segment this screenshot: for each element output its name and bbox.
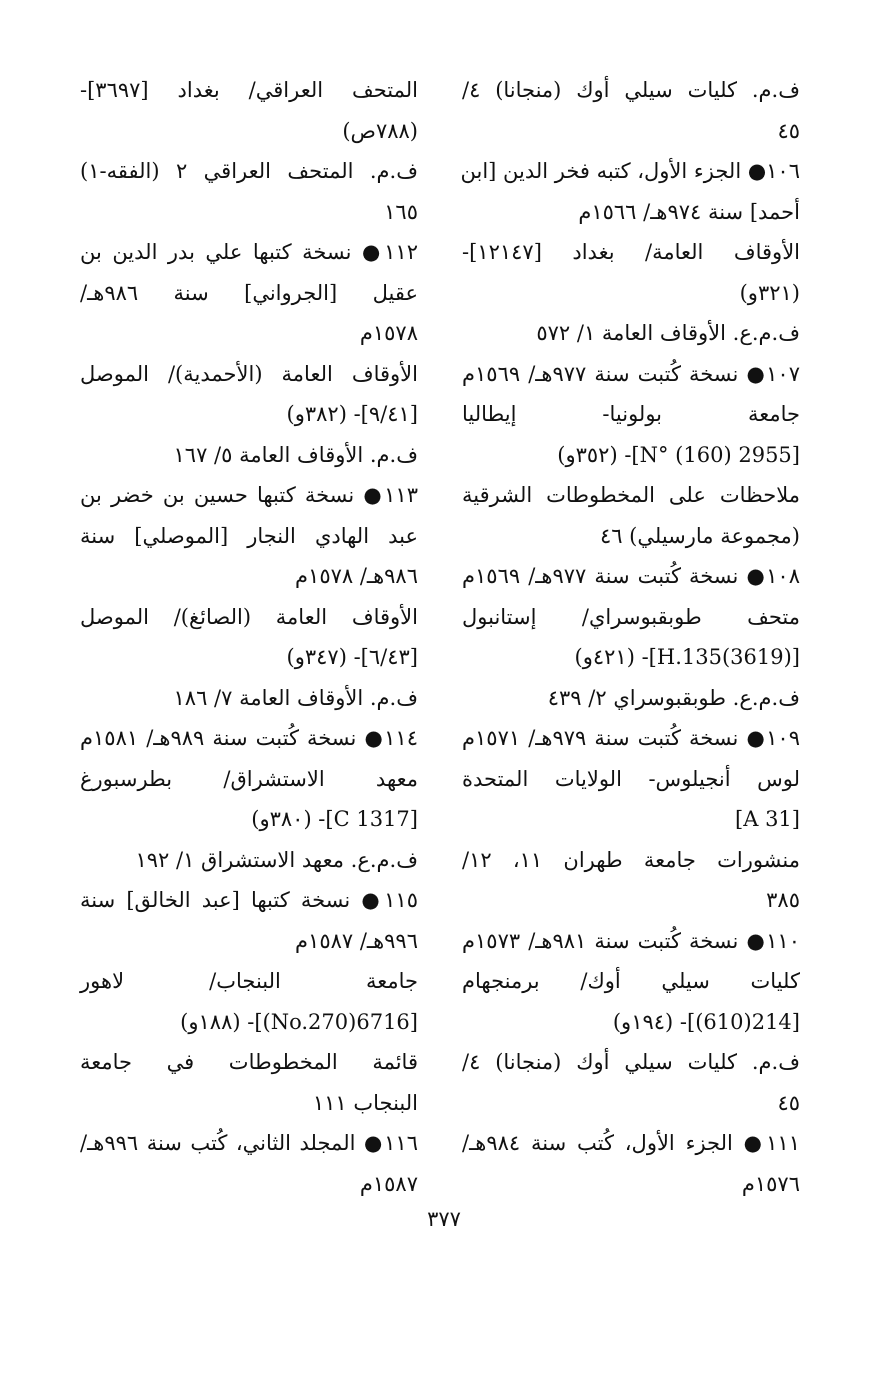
text-line: (مجموعة مارسيلي) ٤٦ [599,523,800,548]
text-line: [214(610)]- (١٩٤و) [612,1009,800,1034]
text-line: [H.135(3619)]- (٤٢١و) [574,645,800,669]
text-line: [2955 N° (160)]- (٣٥٢و) [557,442,800,467]
text-line: عقيل [الجرواني] سنة ٩٨٦هـ/ [80,280,418,305]
text-line: ٤٥ [777,118,800,143]
entry-114-heading: ١١٤● نسخة كُتبت سنة ٩٨٩هـ/ ١٥٨١م [80,726,418,750]
entry-106-heading: ١٠٦● الجزء الأول، كتبه فخر الدين [ابن [460,159,800,183]
text-line: الأوقاف العامة (الصائغ)/ الموصل [80,604,418,629]
text-line: متحف طوبقبوسراي/ إستانبول [462,604,800,629]
text-line: ٤٥ [777,1090,800,1115]
text-line: الأوقاف العامة (الأحمدية)/ الموصل [80,361,418,386]
text-line: كليات سيلي أوك/ برمنجهام [462,969,800,993]
text-line: الأوقاف العامة/ بغداد [١٢١٤٧]- [462,240,800,264]
text-line: [C 1317]- (٣٨٠و) [251,807,418,831]
text-line: ف.م. كليات سيلي أوك (منجانا) ٤/ [462,1050,800,1074]
text-line: (٣٢١و) [739,280,800,305]
text-line: [٦/٤٣]- (٣٤٧و) [286,645,418,669]
text-line: لوس أنجيلوس- الولايات المتحدة [462,766,800,791]
text-line: [٩/٤١]- (٣٨٢و) [286,402,418,426]
text-line: البنجاب ١١١ [312,1090,418,1115]
text-line: ٩٨٦هـ/ ١٥٧٨م [295,564,418,588]
text-line: معهد الاستشراق/ بطرسبورغ [80,766,418,791]
text-line: ف.م.ع. الأوقاف العامة ١/ ٥٧٢ [536,321,800,345]
text-line: ف.م. الأوقاف العامة ٥/ ١٦٧ [173,442,418,467]
text-line: عبد الهادي النجار [الموصلي] سنة [80,523,418,548]
text-line: المتحف العراقي/ بغداد [٣٦٩٧]- [80,78,418,102]
text-line: ف.م.ع. معهد الاستشراق ١/ ١٩٢ [135,847,418,872]
text-line: جامعة البنجاب/ لاهور [80,969,418,993]
text-line: ف.م. المتحف العراقي ٢ (الفقه-١) [80,159,418,183]
text-line: [6716(No.270)]- (١٨٨و) [180,1009,418,1034]
entry-111-heading: ١١١● الجزء الأول، كُتب سنة ٩٨٤هـ/ [462,1131,800,1155]
text-line: جامعة بولونيا- إيطاليا [462,402,800,426]
entry-108-heading: ١٠٨● نسخة كُتبت سنة ٩٧٧هـ/ ١٥٦٩م [462,564,800,588]
right-column [462,70,800,1204]
entry-113-heading: ١١٣● نسخة كتبها حسين بن خضر بن [80,483,418,507]
left-column [80,70,418,1204]
text-line: ف.م. الأوقاف العامة ٧/ ١٨٦ [173,685,418,710]
entry-115-heading: ١١٥● نسخة كتبها [عبد الخالق] سنة [80,888,418,912]
text-line: أحمد] سنة ٩٧٤هـ/ ١٥٦٦م [578,199,800,224]
text-line: ١٥٨٧م [359,1171,418,1196]
text-line: ٣٨٥ [766,888,800,912]
text-line: ف.م.ع. طوبقبوسراي ٢/ ٤٣٩ [547,685,800,710]
entry-116-heading: ١١٦● المجلد الثاني، كُتب سنة ٩٩٦هـ/ [80,1131,418,1155]
text-line: [A 31] [735,807,800,831]
text-line: ف.م. كليات سيلي أوك (منجانا) ٤/ [462,78,800,102]
entry-107-heading: ١٠٧● نسخة كُتبت سنة ٩٧٧هـ/ ١٥٦٩م [462,361,800,386]
page-number: ٣٧٧ [427,1207,461,1231]
text-line: ملاحظات على المخطوطات الشرقية [462,483,800,507]
text-line: قائمة المخطوطات في جامعة [80,1050,418,1074]
text-line: ١٥٧٨م [359,321,418,345]
text-line: ١٦٥ [384,199,418,224]
text-line: ٩٩٦هـ/ ١٥٨٧م [295,928,418,953]
text-line: منشورات جامعة طهران ١١، ١٢/ [462,847,801,872]
text-line: ١٥٧٦م [741,1171,800,1196]
entry-110-heading: ١١٠● نسخة كُتبت سنة ٩٨١هـ/ ١٥٧٣م [462,928,800,953]
entry-112-heading: ١١٢● نسخة كتبها علي بدر الدين بن [80,240,418,264]
text-line: (٧٨٨ص) [342,118,418,143]
entry-109-heading: ١٠٩● نسخة كُتبت سنة ٩٧٩هـ/ ١٥٧١م [462,726,800,750]
